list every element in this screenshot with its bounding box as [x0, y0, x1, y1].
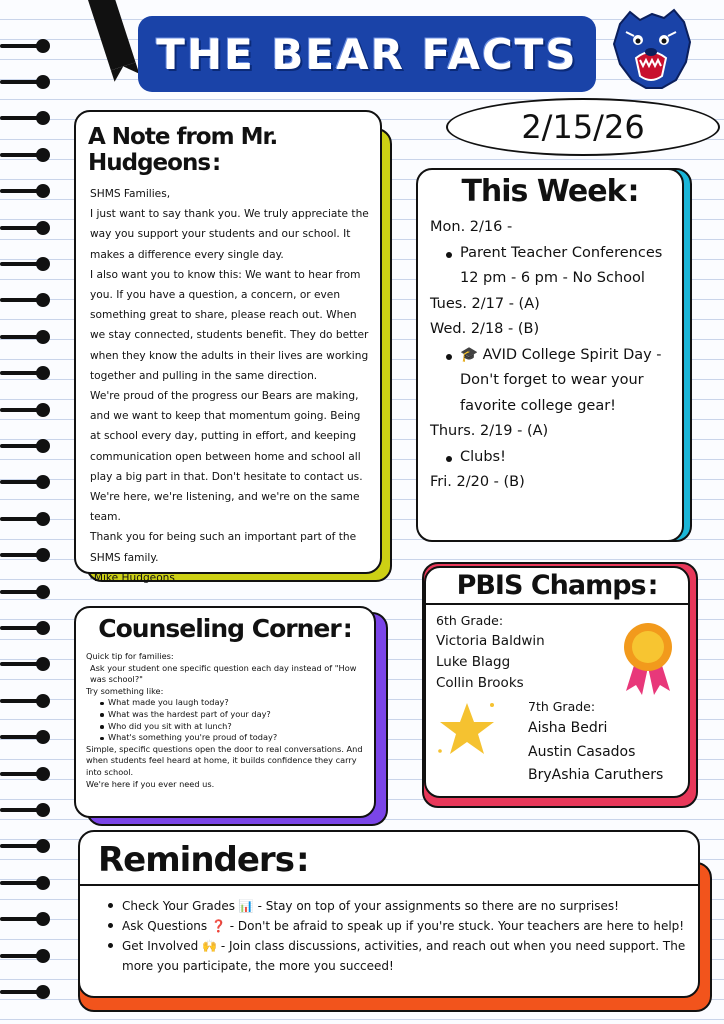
week-schedule	[428, 215, 672, 496]
note-paragraph: We're proud of the progress our Bears are making, and we want to keep that momentum going. Being at school every day, putting in effort, and keeping communication open between home and school all play a big part in that. Don't hesitate to contact us. We're here, we're listening, and we're on the same team.	[90, 390, 363, 524]
masthead-banner	[138, 16, 596, 92]
reminders-title: Reminders:	[98, 840, 309, 880]
list-item: Luke Blagg	[436, 654, 511, 670]
list-item: Austin Casados	[528, 743, 636, 760]
this-week-title: This Week:	[461, 174, 639, 209]
counseling-text: Try something like:	[86, 685, 164, 696]
counseling-text: Ask your student one specific question each day instead of "How was school?"	[90, 662, 357, 685]
list-item: What made you laugh today?	[98, 697, 364, 709]
day-tuesday: Tues. 2/17 - (A)	[430, 295, 540, 312]
star-icon	[436, 699, 498, 761]
bear-mascot-icon	[606, 2, 696, 92]
this-week-card	[416, 168, 684, 542]
list-item: Check Your Grades 📊 - Stay on top of your assignments so there are no surprises!	[108, 896, 688, 916]
list-item: Aisha Bedri	[528, 720, 608, 736]
list-item: Get Involved 🙌 - Join class discussions, activities, and reach out when you need support. The more you participate, the more you succeed!	[108, 936, 688, 976]
note-paragraph: I also want you to know this: We want to hear from you. If you have a question, a concern, or even something great to share, please reach out. When we stay connected, students benefit. They do better when they know the adults in their lives are working together and pulling in the same direction.	[90, 268, 369, 382]
grade7-column	[528, 697, 663, 788]
grade6-column	[436, 611, 545, 694]
reminders-card	[78, 830, 700, 998]
list-item: Ask Questions ❓ - Don't be afraid to speak up if you're stuck. Your teachers are here to help!	[108, 916, 688, 936]
list-item: Who did you sit with at lunch?	[98, 721, 364, 733]
bar-chart-icon: 📊	[238, 899, 254, 913]
list-item: Collin Brooks	[436, 675, 524, 691]
bookmark-ribbon	[88, 0, 136, 70]
counseling-card	[74, 606, 376, 818]
counseling-body	[86, 651, 364, 790]
list-item: Clubs!	[444, 445, 672, 471]
counseling-text: Quick tip for families:	[86, 651, 174, 661]
counseling-text: We're here if you ever need us.	[86, 778, 215, 789]
counseling-title: Counseling Corner:	[98, 614, 352, 643]
note-paragraph: I just want to say thank you. We truly appreciate the way you support your students and our school. It makes a difference every single day.	[90, 208, 369, 261]
counseling-text: Simple, specific questions open the door to real conversations. And when students feel heard at home, it builds confidence they carry into school.	[86, 743, 363, 777]
note-title: A Note from Mr. Hudgeons:	[88, 124, 278, 176]
issue-date: 2/15/26	[446, 98, 720, 156]
graduation-cap-icon: 🎓	[460, 346, 479, 363]
list-item: 🎓 AVID College Spirit Day - Don't forget to wear your favorite college gear!	[444, 343, 672, 420]
list-item: What's something you're proud of today?	[98, 732, 364, 744]
day-friday: Fri. 2/20 - (B)	[430, 474, 525, 490]
masthead-title: THE BEAR FACTS	[156, 29, 578, 79]
reminders-list	[90, 896, 688, 976]
note-signature: -Mike Hudgeons	[90, 571, 175, 584]
pbis-title: PBIS Champs:	[456, 570, 658, 601]
note-card	[74, 110, 382, 584]
question-mark-icon: ❓	[210, 919, 226, 933]
list-item: What was the hardest part of your day?	[98, 709, 364, 721]
grade7-label: 7th Grade:	[528, 699, 596, 714]
pbis-divider	[426, 603, 688, 605]
list-item: Victoria Baldwin	[436, 633, 545, 649]
reminders-divider	[80, 884, 698, 886]
day-monday: Mon. 2/16 -	[430, 219, 513, 235]
grade6-label: 6th Grade:	[436, 613, 504, 628]
pbis-card	[424, 566, 690, 798]
list-item: BryAshia Caruthers	[528, 767, 664, 783]
list-item: Parent Teacher Conferences 12 pm - 6 pm - No School	[444, 241, 672, 292]
day-wednesday: Wed. 2/18 - (B)	[430, 321, 540, 337]
raised-hands-icon: 🙌	[202, 939, 218, 953]
note-paragraph: SHMS Families,	[90, 188, 171, 200]
day-thursday: Thurs. 2/19 - (A)	[430, 423, 549, 439]
note-body	[84, 184, 372, 588]
note-paragraph: Thank you for being such an important part of the SHMS family.	[90, 531, 357, 564]
award-ribbon-icon	[620, 619, 676, 695]
